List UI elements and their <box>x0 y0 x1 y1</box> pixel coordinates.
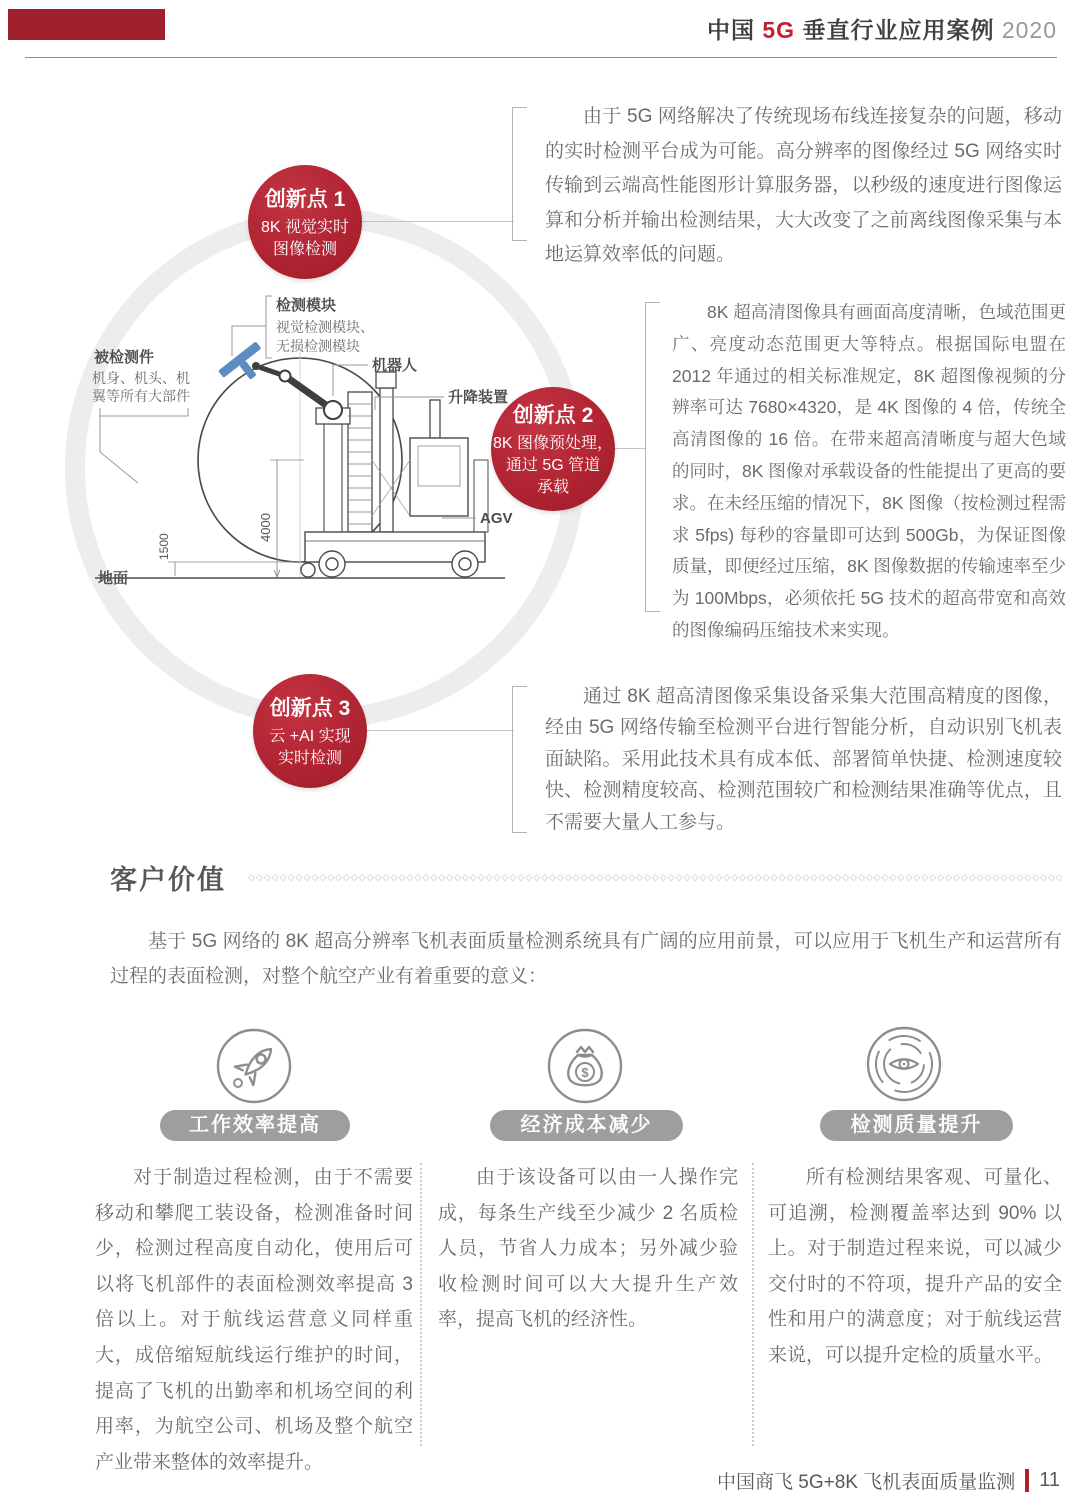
badge2-line3: 承载 <box>536 479 569 496</box>
badge2-connector-line <box>614 448 646 449</box>
header-title-year: 2020 <box>1001 17 1057 43</box>
footer-case-title: 中国商飞 5G+8K 飞机表面质量监测 <box>716 1472 1016 1493</box>
target-leader-line <box>100 408 188 483</box>
badge3-connector-line <box>367 730 514 731</box>
badge1-title: 创新点 1 <box>264 188 346 211</box>
target-label-title: 被检测件 <box>94 349 155 366</box>
column-divider-2 <box>752 1163 754 1446</box>
module-label-sub1: 视觉检测模块、 <box>276 319 374 335</box>
paragraph3-bracket <box>512 686 527 833</box>
badge3-title: 创新点 3 <box>269 697 351 720</box>
body-paragraph-3: 通过 8K 超高清图像采集设备采集大范围高精度的图像，经由 5G 网络传输至检测平台进行智能分析，自动识别飞机表面缺陷。采用此技术具有成本低、部署简单快捷、检测速度较快、检测精度较高、检测范围较广和检测结果准确等优点，且不需要大量人工参与。 <box>545 686 1062 833</box>
value-text-efficiency: 对于制造过程检测，由于不需要移动和攀爬工装设备，检测准备时间少，检测过程高度自动化，使用后可以将飞机部件的表面检测效率提高 3 倍以上。对于航线运营意义同样重大，成倍缩短航线运行维护的时间，提高了飞机的出勤率和机场空间的利用率，为航空公司、机场及整个航空产业带来整体的效率提升。 <box>95 1167 413 1473</box>
body-paragraph-1: 由于 5G 网络解决了传统现场布线连接复杂的问题，移动的实时检测平台成为可能。高分辨率的图像经过 5G 网络实时传输到云端高性能图形计算服务器，以秒级的速度进行图像运算和分析并输出检测结果，大大改变了之前离线图像采集与本地运算效率低的问题。 <box>545 106 1062 266</box>
module-label-title: 检测模块 <box>276 297 337 314</box>
innovation-badge-1 <box>248 165 362 279</box>
badge2-line1: 8K 图像预处理， <box>492 435 614 452</box>
badge3-line2: 实时检测 <box>277 750 342 767</box>
value-pill-quality: 检测质量提升 <box>820 1110 1013 1141</box>
lift-label: 升降装置 <box>448 389 509 406</box>
body-paragraph-2: 8K 超高清图像具有画面高度清晰，色域范围更广、亮度动态范围更大等特点。根据国际电盟在 2012 年通过的相关标准规定，8K 超图像视频的分辨率可达 7680×4320，是 4K 图像的 4 倍，传统全高清图像的 16 倍。在带来超高清晰度与超大色域的同时，8K 图像对承载设备的性能提出了更高的要求。在未经压缩的情况下，8K 图像（按检测过程需求 5fps) 每秒的容量即可达到 500Gb，为保证图像质量，即便经过压缩，8K 图像数据的传输速率至少为 100Mbps，必须依托 5G 技术的超高带宽和高效的图像编码压缩技术来实现。 <box>672 302 1066 640</box>
badge1-line1: 8K 视觉实时 <box>260 219 350 236</box>
header-title-cn: 中国 <box>706 17 755 43</box>
eye-icon <box>864 1024 944 1104</box>
badge1-connector-line <box>362 221 514 222</box>
module-label-sub2: 无损检测模块 <box>276 338 360 354</box>
value-pill-cost: 经济成本减少 <box>490 1110 683 1141</box>
diamond-chain-decoration <box>248 872 1062 886</box>
value-text-quality: 所有检测结果客观、可量化、可追溯，检测覆盖率达到 90% 以上。对于制造过程来说，可以减少交付时的不符项，提升产品的安全性和用户的满意度；对于航线运营来说，可以提升定检的质量水平。 <box>768 1167 1062 1366</box>
header-divider <box>25 57 1057 58</box>
inspection-diagram <box>80 280 540 620</box>
footer-page-number: 11 <box>1039 1469 1060 1491</box>
agv-label: AGV <box>480 510 513 527</box>
target-label-sub1: 机身、机头、机 <box>92 370 190 386</box>
header-title-5g: 5G <box>762 17 796 43</box>
rocket-icon <box>214 1026 294 1106</box>
target-label-sub2: 翼等所有大部件 <box>92 388 190 404</box>
header-red-block <box>8 9 165 40</box>
ground-label: 地面 <box>98 570 129 587</box>
header-title-rest: 垂直行业应用案例 <box>802 17 995 43</box>
badge2-line2: 通过 5G 管道 <box>505 457 601 474</box>
dim-4000-label: 4000 <box>258 513 273 542</box>
badge2-title: 创新点 2 <box>512 404 594 427</box>
innovation-badge-2 <box>491 387 615 511</box>
module-label-bracket <box>266 296 272 358</box>
dim-1500-label: 1500 <box>157 533 171 560</box>
money-bag-icon <box>545 1026 625 1106</box>
value-text-cost: 由于该设备可以由一人操作完成，每条生产线至少减少 2 名质检人员，节省人力成本；另外减少验收检测时间可以大大提升生产效率，提高飞机的经济性。 <box>438 1167 738 1331</box>
customer-value-heading: 客户价值 <box>110 865 226 895</box>
innovation-badge-3 <box>253 674 367 788</box>
svg-text:$: $ <box>581 1065 589 1080</box>
value-pill-efficiency: 工作效率提高 <box>160 1110 350 1141</box>
paragraph1-bracket <box>512 107 527 241</box>
robot-label: 机器人 <box>372 357 418 374</box>
footer-red-bar <box>1025 1469 1029 1492</box>
badge1-line2: 图像检测 <box>272 241 337 258</box>
column-divider-1 <box>420 1163 422 1446</box>
page-footer <box>717 1467 1060 1494</box>
agv-body <box>301 532 485 577</box>
page-header-title <box>707 12 1057 45</box>
badge3-line1: 云 +AI 实现 <box>269 728 351 745</box>
customer-value-intro: 基于 5G 网络的 8K 超高分辨率飞机表面质量检测系统具有广阔的应用前景，可以应用于飞机生产和运营所有过程的表面检测，对整个航空产业有着重要的意义： <box>110 931 1062 987</box>
paragraph2-bracket <box>645 302 660 612</box>
